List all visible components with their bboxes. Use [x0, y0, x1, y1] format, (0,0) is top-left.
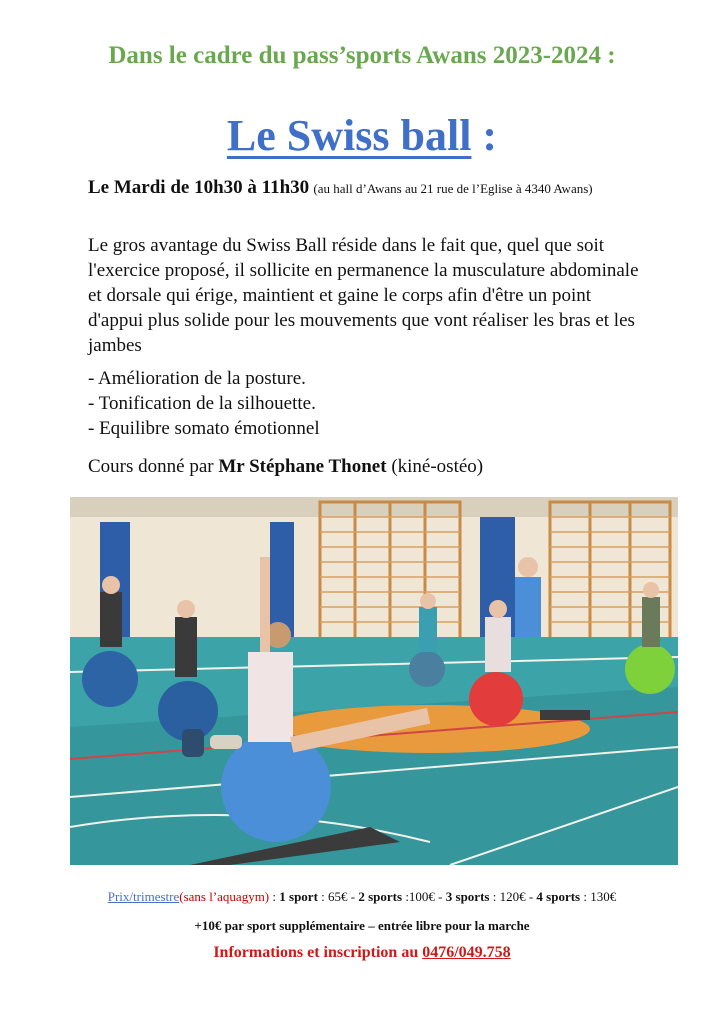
pricing-sep: : — [269, 889, 280, 904]
price-2-label: 2 sports — [358, 889, 403, 904]
schedule-line — [88, 177, 708, 199]
price-3-value: : 120€ - — [489, 889, 537, 904]
pricing-line — [0, 889, 724, 905]
pricing-link[interactable]: Prix/trimestre — [107, 889, 180, 904]
benefit-item: - Tonification de la silhouette. — [88, 393, 316, 414]
info-line — [0, 944, 724, 962]
price-4-value: : 130€ — [580, 889, 617, 904]
price-4-label: 4 sports — [536, 889, 581, 904]
description-paragraph: Le gros avantage du Swiss Ball réside dans le fait que, quel que soit l'exercice proposé, il sollicite en permanence la musculature abdominale et dorsale qui érige, maintient et gaine le corps afin d'être un point d'appui plus solide pour les mouvements que vont réaliser les bras et les jambes — [88, 235, 639, 356]
benefit-item: - Amélioration de la posture. — [88, 368, 306, 389]
schedule-location: (au hall d’Awans au 21 rue de l’Eglise à 4340 Awans) — [313, 181, 593, 196]
extra-pricing: +10€ par sport supplémentaire – entrée libre pour la marche — [194, 918, 530, 933]
price-2-value: :100€ - — [402, 889, 446, 904]
benefits-list — [88, 366, 320, 441]
pricing-note: (sans l’aquagym) — [179, 889, 270, 904]
coach-name: Mr Stéphane Thonet — [218, 456, 387, 477]
schedule-day-time: Le Mardi de 10h30 à 11h30 — [88, 177, 310, 198]
price-1-label: 1 sport — [279, 889, 318, 904]
info-text: Informations et inscription au — [213, 944, 423, 961]
coach-prefix: Cours donné par — [88, 456, 219, 477]
title-suffix: : — [471, 111, 498, 160]
price-1-value: : 65€ - — [317, 889, 359, 904]
title-main: Le Swiss ball — [226, 111, 472, 160]
phone-link[interactable]: 0476/049.758 — [422, 944, 511, 961]
page-title — [0, 110, 724, 161]
class-photo — [70, 497, 678, 865]
coach-suffix: (kiné-ostéo) — [386, 456, 484, 477]
coach-line — [88, 456, 483, 478]
benefit-item: - Equilibre somato émotionnel — [88, 418, 320, 439]
header-line: Dans le cadre du pass’sports Awans 2023-2024 : — [108, 42, 616, 69]
price-3-label: 3 sports — [445, 889, 490, 904]
